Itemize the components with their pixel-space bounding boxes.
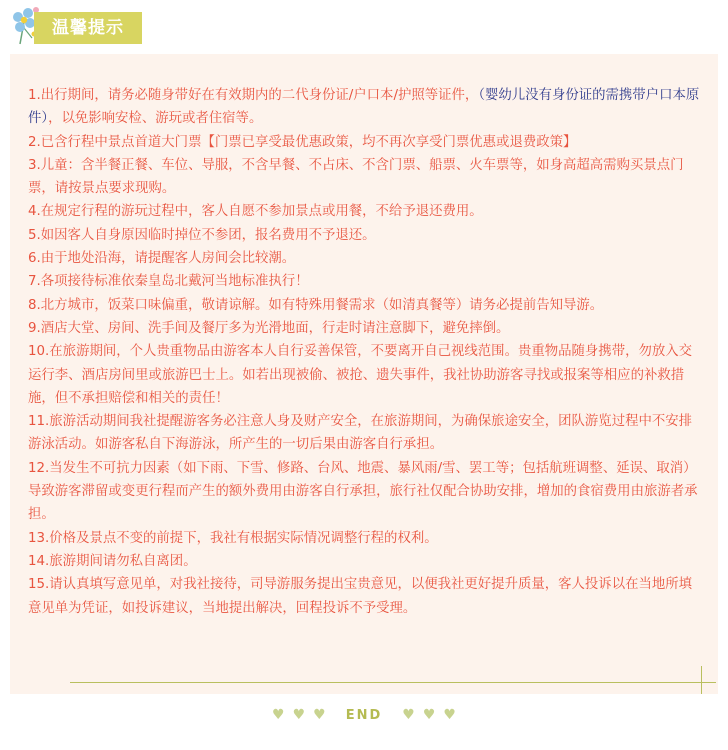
heart-icon: ♥ bbox=[402, 707, 415, 723]
list-item: 15.请认真填写意见单，对我社接待，司导游服务提出宝贵意见，以便我社更好提升质量，客人投诉以在当地所填意见单为凭证，如投诉建议，当地提出解决，回程投诉不予受理。 bbox=[28, 577, 693, 616]
list-item: 6.由于地处沿海，请提醒客人房间会比较潮。 bbox=[28, 251, 296, 267]
list-item: 5.如因客人自身原因临时掉位不参团，报名费用不予退还。 bbox=[28, 227, 376, 243]
notice-text: 1.出行期间，请务必随身带好在有效期内的二代身份证/户口本/护照等证件， bbox=[28, 88, 479, 103]
heart-icon: ♥ bbox=[422, 707, 436, 723]
heart-icon: ♥ bbox=[292, 707, 306, 723]
list-item: 4.在规定行程的游玩过程中，客人自愿不参加景点或用餐，不给予退还费用。 bbox=[28, 204, 483, 220]
heart-icon: ♥ bbox=[313, 707, 326, 723]
header bbox=[0, 0, 728, 52]
notice-note: （婴幼儿没有身份证的需携带户口本原件） bbox=[28, 88, 700, 127]
footer bbox=[0, 704, 728, 726]
notice-list bbox=[28, 84, 704, 620]
notice-text-tail: ，以免影响安检、游玩或者住宿等。 bbox=[48, 111, 263, 127]
list-item: 8.北方城市，饭菜口味偏重，敬请谅解。如有特殊用餐需求（如清真餐等）请务必提前告知导游。 bbox=[28, 297, 604, 313]
list-item: 13.价格及景点不变的前提下，我社有根据实际情况调整行程的权利。 bbox=[28, 530, 438, 546]
list-item: 7.各项接待标准依秦皇岛北戴河当地标准执行！ bbox=[28, 274, 309, 290]
list-item: 11.旅游活动期间我社提醒游客务必注意人身及财产安全，在旅游期间，为确保旅途安全，团队游览过程中不安排游泳活动。如游客私自下海游泳，所产生的一切后果由游客自行承担。 bbox=[28, 414, 693, 453]
end-label: END bbox=[345, 708, 383, 723]
list-item: 10.在旅游期间，个人贵重物品由游客本人自行妥善保管，不要离开自己视线范围。贵重物品随身携带，勿放入交运行李、酒店房间里或旅游巴士上。如若出现被偷、被抢、遗失事件，我社协助游客寻找或报案等相应的补救措施，但不承担赔偿和相关的责任！ bbox=[28, 344, 693, 406]
page-title: 温馨提示 bbox=[34, 12, 142, 44]
heart-icon: ♥ bbox=[443, 707, 456, 723]
list-item: 9.酒店大堂、房间、洗手间及餐厅多为光滑地面，行走时请注意脚下，避免摔倒。 bbox=[28, 320, 510, 336]
list-item: 12.当发生不可抗力因素（如下雨、下雪、修路、台风、地震、暴风雨/雪、罢工等；包括航班调整、延误、取消）导致游客滞留或变更行程而产生的额外费用由游客自行承担，旅行社仅配合协助安排，增加的食宿费用由旅游者承担。 bbox=[28, 460, 698, 523]
list-item: 2.已含行程中景点首道大门票【门票已享受最优惠政策，均不再次享受门票优惠或退费政策】 bbox=[28, 134, 577, 150]
divider-vertical bbox=[701, 666, 702, 694]
heart-icon: ♥ bbox=[272, 707, 285, 723]
divider bbox=[70, 682, 716, 683]
list-item: 3.儿童：含半餐正餐、车位、导服，不含早餐、不占床、不含门票、船票、火车票等，如身高超高需购买景点门票，请按景点要求现购。 bbox=[28, 157, 684, 197]
list-item bbox=[28, 84, 704, 131]
list-item: 14.旅游期间请勿私自离团。 bbox=[28, 553, 197, 569]
